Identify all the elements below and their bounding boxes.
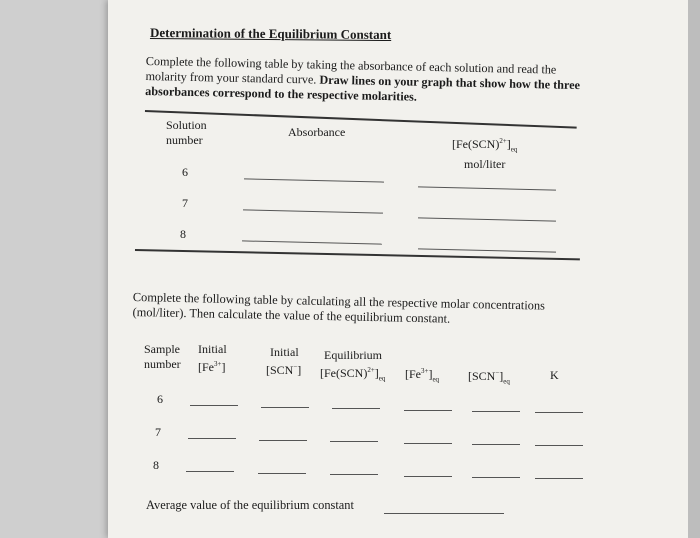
blank-r7-c2[interactable] — [259, 440, 307, 441]
blank-r8-c4[interactable] — [404, 476, 452, 477]
instructions-normal-text: Complete the following table by taking the absorbance of each solution and read the molarity from your standard curve. — [145, 54, 557, 87]
initial-fe-label: $[Fe^{3+}]$ — [198, 360, 226, 374]
blank-r7-c3[interactable] — [330, 441, 378, 442]
blank-r7-c4[interactable] — [404, 443, 452, 444]
blank-r7-c1[interactable] — [188, 438, 236, 439]
average-k-blank[interactable] — [384, 513, 504, 514]
conc-header-line1: $[Fe(SCN)^{2+}]_{eq}$ — [452, 137, 518, 154]
blank-r8-c3[interactable] — [330, 474, 378, 475]
blank-r6-c6[interactable] — [535, 412, 583, 413]
table1-row-6: 6 — [182, 165, 188, 179]
table2-row-6: 6 — [157, 392, 163, 406]
blank-r8-c6[interactable] — [535, 478, 583, 479]
table2-header-scn-eq: $[SCN^-]_{eq}$ — [468, 369, 510, 386]
page-title: Determination of the Equilibrium Constant — [149, 24, 392, 43]
table2-header-k: K — [550, 368, 559, 382]
eq-fescn-label: $[Fe(SCN)^{2+}]_{eq}$ — [320, 366, 386, 383]
table2-header-initial-scn: Initial [SCN−] — [266, 345, 302, 377]
table1-row-7: 7 — [182, 196, 188, 210]
table2-header-initial-fe: Initial $[Fe^{3+}]$ — [198, 342, 227, 374]
table2-row-7: 7 — [155, 425, 161, 439]
table1-header-concentration: $[Fe(SCN)^{2+}]_{eq}$ mol/liter — [452, 134, 517, 172]
blank-r6-c3[interactable] — [332, 408, 380, 409]
blank-r8-c5[interactable] — [472, 477, 520, 478]
blank-r7-c5[interactable] — [472, 444, 520, 445]
table2-row-8: 8 — [153, 458, 159, 472]
blank-r7-c6[interactable] — [535, 445, 583, 446]
blank-r6-c5[interactable] — [472, 411, 520, 412]
table2-header-sample: Sample number — [144, 342, 181, 371]
initial-scn-label: [SCN−] — [266, 363, 302, 377]
blank-r6-c2[interactable] — [261, 407, 309, 408]
table1-header-absorbance: Absorbance — [288, 125, 346, 139]
instructions-bold-text: Draw lines on your graph that show how the three absorbances correspond to the respective molarities. — [145, 72, 581, 104]
table1-header-solution: Solution number — [166, 118, 207, 147]
instructions-part1 — [145, 54, 586, 108]
blank-r6-c4[interactable] — [404, 410, 452, 411]
table2-header-fe-eq: $[Fe^{3+}]_{eq}$ — [405, 367, 440, 384]
table1-row-8: 8 — [180, 227, 186, 241]
page-edge — [688, 0, 700, 538]
average-k-label: Average value of the equilibrium constant — [146, 498, 354, 512]
instructions-part2: Complete the following table by calculating all the respective molar concentrations (mol/liter). Then calculate the value of the equilibrium constant. — [132, 290, 546, 326]
table2-header-equilibrium: Equilibrium $[Fe(SCN)^{2+}]_{eq}$ — [320, 348, 385, 386]
blank-r8-c1[interactable] — [186, 471, 234, 472]
blank-r8-c2[interactable] — [258, 473, 306, 474]
blank-r6-c1[interactable] — [190, 405, 238, 406]
